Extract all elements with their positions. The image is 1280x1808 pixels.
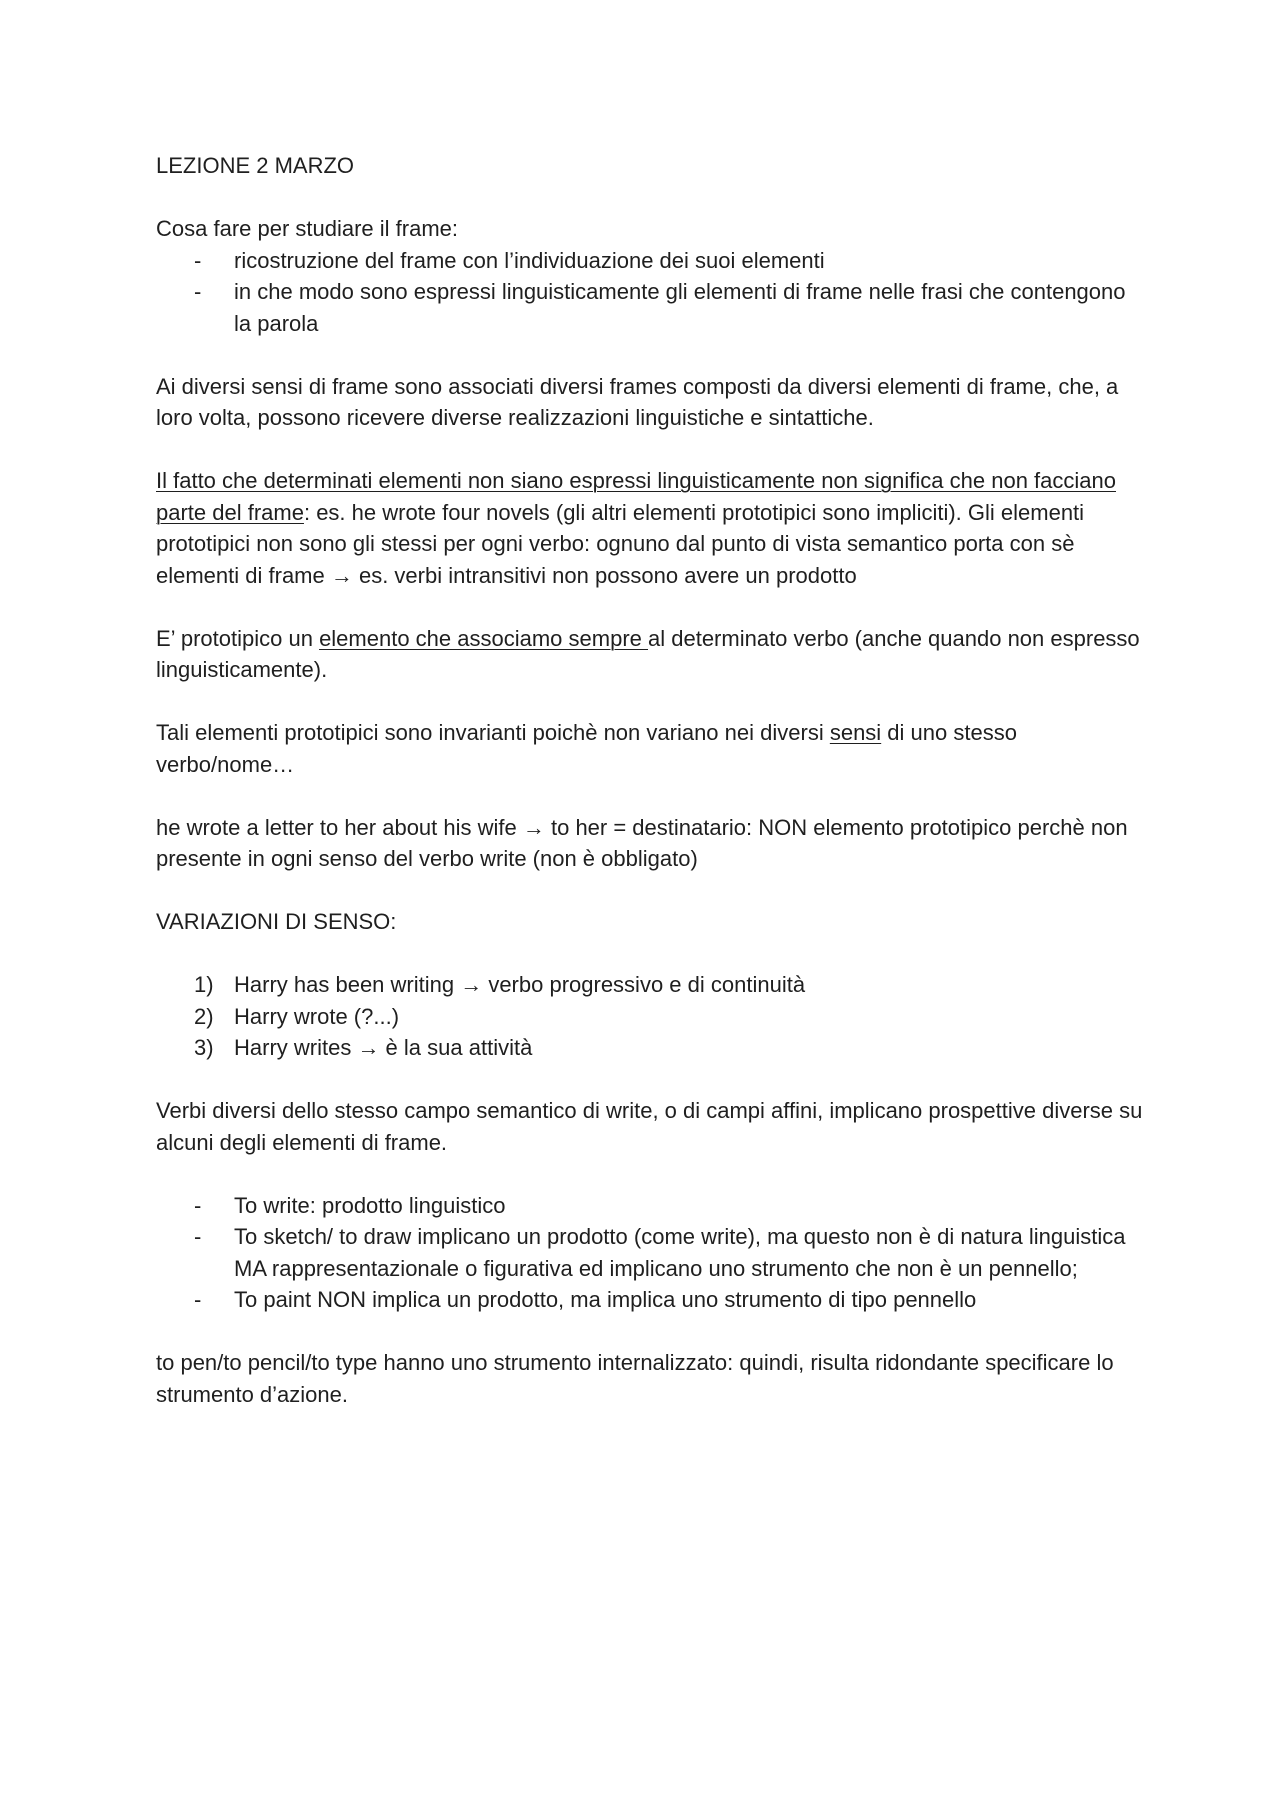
underlined-text: Il fatto che determinati elementi non siano espressi linguisticamente non significa che non facciano parte del frame (156, 468, 1116, 525)
list-item (156, 969, 1146, 1001)
paragraph-text: E’ prototipico un (156, 625, 320, 651)
variations-heading: VARIAZIONI DI SENSO: (156, 909, 397, 934)
variations-list (156, 969, 1146, 1064)
list-item (156, 1221, 1146, 1284)
underlined-text: elemento che associamo sempre (319, 625, 648, 651)
paragraph-text: : es. he wrote four novels (gli altri elementi prototipici sono impliciti). Gli elementi prototipici non sono gli stessi per ogni verbo: ognuno dal punto di vista semantico porta con sè elementi di frame → es. verbi intransitivi non possono avere un prodotto (156, 499, 1085, 588)
underlined-text: sensi (829, 720, 882, 745)
list-item-text: Harry writes → è la sua attività (234, 1035, 533, 1060)
list-item (156, 1190, 1146, 1222)
dash-marker: - (194, 1287, 202, 1312)
paragraph-prototypical (156, 623, 1146, 686)
list-item (156, 1284, 1146, 1316)
list-number: 2) (194, 1003, 214, 1029)
list-number: 1) (194, 972, 214, 997)
document-page (156, 150, 1146, 1442)
list-item-text: To sketch/ to draw implicano un prodotto (come write), ma questo non è di natura linguistica MA rappresentazionale o figurativa ed implicano uno strumento che non è un pennello; (234, 1224, 1126, 1281)
paragraph-fact (156, 465, 1146, 591)
paragraph-text: di uno stesso verbo/nome… (156, 720, 1017, 777)
paragraph-senses: Ai diversi sensi di frame sono associati diversi frames composti da diversi elementi di frame, che, a loro volta, possono ricevere diverse realizzazioni linguistiche e sintattiche. (156, 373, 1119, 430)
study-list (156, 245, 1146, 340)
dash-marker: - (194, 247, 202, 273)
list-item-text: To write: prodotto linguistico (234, 1192, 506, 1218)
paragraph-invariant (156, 717, 1146, 780)
list-item (156, 1032, 1146, 1064)
page-title: LEZIONE 2 MARZO (156, 153, 355, 178)
dash-marker: - (194, 279, 202, 304)
dash-marker: - (194, 1224, 202, 1249)
study-intro: Cosa fare per studiare il frame: (156, 216, 459, 241)
list-item-text: To paint NON implica un prodotto, ma implica uno strumento di tipo pennello (234, 1287, 977, 1312)
paragraph-pen: to pen/to pencil/to type hanno uno strumento internalizzato: quindi, risulta ridondante specificare lo strumento d’azione. (156, 1350, 1114, 1407)
list-item-text: ricostruzione del frame con l’individuazione dei suoi elementi (234, 247, 825, 273)
paragraph-verbs: Verbi diversi dello stesso campo semantico di write, o di campi affini, implicano prospettive diverse su alcuni degli elementi di frame. (156, 1098, 1143, 1155)
list-item-text: Harry wrote (?...) (234, 1003, 400, 1029)
list-item-text: Harry has been writing → verbo progressivo e di continuità (234, 972, 806, 997)
list-item (156, 1001, 1146, 1033)
list-item-text: in che modo sono espressi linguisticamente gli elementi di frame nelle frasi che contengono la parola (234, 279, 1126, 336)
paragraph-letter: he wrote a letter to her about his wife → to her = destinatario: NON elemento prototipico perchè non presente in ogni senso del verbo write (non è obbligato) (156, 814, 1128, 871)
paragraph-text: Tali elementi prototipici sono invarianti poichè non variano nei diversi (156, 720, 830, 745)
list-number: 3) (194, 1035, 214, 1060)
list-item (156, 245, 1146, 277)
verbs-list (156, 1190, 1146, 1316)
dash-marker: - (194, 1192, 202, 1218)
paragraph-text: al determinato verbo (anche quando non espresso linguisticamente). (156, 625, 1140, 682)
list-item (156, 276, 1146, 339)
